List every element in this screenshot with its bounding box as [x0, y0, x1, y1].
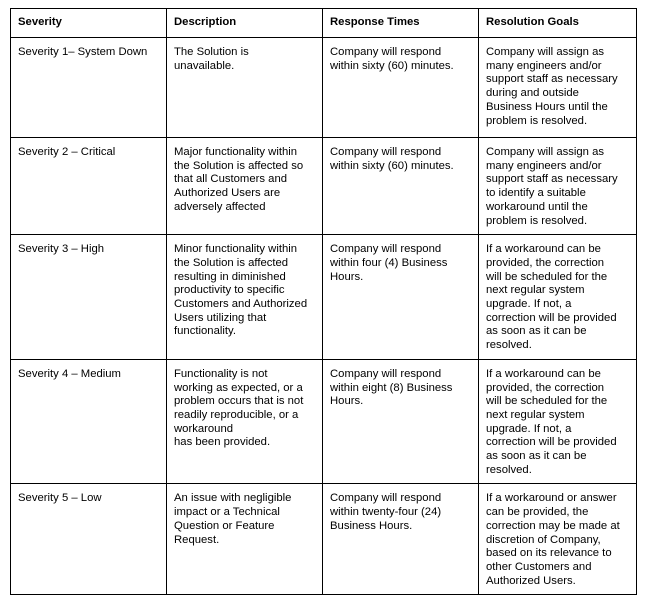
cell-text-line: within eight (8) Business	[330, 381, 453, 394]
cell-text-line: other Customers and	[486, 560, 592, 573]
cell-text-line: Company will respond	[330, 367, 442, 380]
resolution-goal-cell	[479, 38, 637, 138]
cell-text-line: will be scheduled for the	[486, 270, 608, 283]
cell-text-line: Request.	[174, 533, 220, 546]
cell-text-line: resolved.	[486, 463, 532, 476]
description-cell	[167, 38, 323, 138]
cell-text-line: many engineers and/or	[486, 159, 602, 172]
cell-text-line: within sixty (60) minutes.	[330, 59, 454, 72]
cell-text-line: Authorized Users.	[486, 574, 576, 587]
cell-text-line: support staff as necessary	[486, 173, 618, 186]
header-response-times: Response Times	[323, 9, 479, 38]
cell-text-line: Company will assign as	[486, 46, 605, 58]
cell-text-line: Minor functionality within	[174, 243, 298, 256]
description-cell	[167, 138, 323, 235]
cell-text-line: provided, the correction	[486, 381, 605, 394]
cell-text-line: provided, the correction	[486, 256, 605, 269]
cell-text-line: resulting in diminished	[174, 270, 286, 283]
cell-text-line: can be provided, the	[486, 506, 589, 519]
cell-text-line: impact or a Technical	[174, 506, 280, 519]
cell-text-line: upgrade. If not, a	[486, 298, 572, 311]
cell-text-line: Authorized Users are	[174, 187, 281, 200]
cell-text-line: Question or Feature	[174, 519, 275, 532]
cell-text-line: will be scheduled for the	[486, 395, 608, 408]
cell-text-line: If a workaround can be	[486, 367, 601, 380]
cell-text-line: the Solution is affected so	[174, 159, 304, 172]
cell-text-line: correction will be provided	[486, 311, 617, 324]
cell-text-line: unavailable.	[174, 59, 235, 72]
resolution-goal-cell	[479, 138, 637, 235]
cell-text-line: Company will respond	[330, 243, 442, 256]
header-row	[11, 9, 637, 38]
cell-text-line: Company will respond	[330, 146, 442, 158]
severity-cell	[11, 359, 167, 484]
cell-text-line: next regular system	[486, 284, 585, 297]
cell-text-line: during and outside	[486, 87, 579, 100]
severity-cell	[11, 484, 167, 595]
severity-cell	[11, 235, 167, 360]
table-row	[11, 235, 637, 360]
cell-text-line: Customers and Authorized	[174, 298, 308, 311]
cell-text-line: Severity 5 – Low	[18, 492, 102, 505]
cell-text-line: workaround until the	[486, 200, 588, 213]
header-severity: Severity	[11, 9, 167, 38]
table-row	[11, 38, 637, 138]
cell-text-line: productivity to specific	[174, 284, 285, 297]
cell-text-line: correction may be made at	[486, 519, 620, 532]
cell-text-line: based on its relevance to	[486, 547, 612, 560]
severity-cell	[11, 38, 167, 138]
cell-text-line: readily reproducible, or a	[174, 408, 299, 421]
cell-text-line: Company will assign as	[486, 146, 605, 158]
cell-text-line: Users utilizing that	[174, 311, 267, 324]
cell-text-line: within four (4) Business	[330, 256, 448, 269]
cell-text-line: The Solution is	[174, 46, 249, 58]
cell-text-line: Major functionality within	[174, 146, 298, 158]
cell-text-line: upgrade. If not, a	[486, 422, 572, 435]
response-time-cell	[323, 138, 479, 235]
cell-text-line: Company will respond	[330, 492, 442, 505]
cell-text-line: as soon as it can be	[486, 450, 587, 463]
cell-text-line: next regular system	[486, 408, 585, 421]
cell-text-line: adversely affected	[174, 200, 266, 213]
cell-text-line: Functionality is not	[174, 367, 268, 380]
severity-table-container	[10, 8, 636, 595]
cell-text-line: Business Hours until the	[486, 100, 608, 113]
cell-text-line: Severity 4 – Medium	[18, 367, 121, 380]
severity-table	[10, 8, 637, 595]
cell-text-line: workaround	[174, 422, 234, 435]
cell-text-line: as soon as it can be	[486, 325, 587, 338]
cell-text-line: within sixty (60) minutes.	[330, 159, 454, 172]
description-cell	[167, 484, 323, 595]
cell-text-line: has been provided.	[174, 436, 271, 449]
cell-text-line: many engineers and/or	[486, 59, 602, 72]
response-time-cell	[323, 484, 479, 595]
cell-text-line: An issue with negligible	[174, 492, 292, 505]
cell-text-line: If a workaround or answer	[486, 492, 617, 505]
resolution-goal-cell	[479, 484, 637, 595]
table-row	[11, 359, 637, 484]
cell-text-line: Company will respond	[330, 46, 442, 58]
cell-text-line: correction will be provided	[486, 436, 617, 449]
cell-text-line: Severity 1– System Down	[18, 46, 148, 58]
cell-text-line: within twenty-four (24)	[330, 506, 442, 519]
cell-text-line: problem occurs that is not	[174, 395, 304, 408]
cell-text-line: that all Customers and	[174, 173, 288, 186]
cell-text-line: Hours.	[330, 270, 364, 283]
description-cell	[167, 235, 323, 360]
cell-text-line: Severity 2 – Critical	[18, 146, 116, 158]
cell-text-line: problem is resolved.	[486, 214, 588, 227]
cell-text-line: working as expected, or a	[174, 381, 303, 394]
cell-text-line: Business Hours.	[330, 519, 413, 532]
cell-text-line: functionality.	[174, 325, 236, 338]
cell-text-line: the Solution is affected	[174, 256, 289, 269]
cell-text-line: to identify a suitable	[486, 187, 586, 200]
cell-text-line: discretion of Company,	[486, 533, 601, 546]
severity-cell	[11, 138, 167, 235]
cell-text-line: Severity 3 – High	[18, 243, 105, 256]
description-cell	[167, 359, 323, 484]
cell-text-line: problem is resolved.	[486, 114, 588, 127]
response-time-cell	[323, 235, 479, 360]
resolution-goal-cell	[479, 235, 637, 360]
header-description: Description	[167, 9, 323, 38]
header-resolution-goals: Resolution Goals	[479, 9, 637, 38]
cell-text-line: support staff as necessary	[486, 73, 618, 86]
table-row	[11, 138, 637, 235]
response-time-cell	[323, 38, 479, 138]
cell-text-line: Hours.	[330, 395, 364, 408]
resolution-goal-cell	[479, 359, 637, 484]
cell-text-line: resolved.	[486, 339, 532, 352]
table-row	[11, 484, 637, 595]
response-time-cell	[323, 359, 479, 484]
cell-text-line: If a workaround can be	[486, 243, 601, 256]
